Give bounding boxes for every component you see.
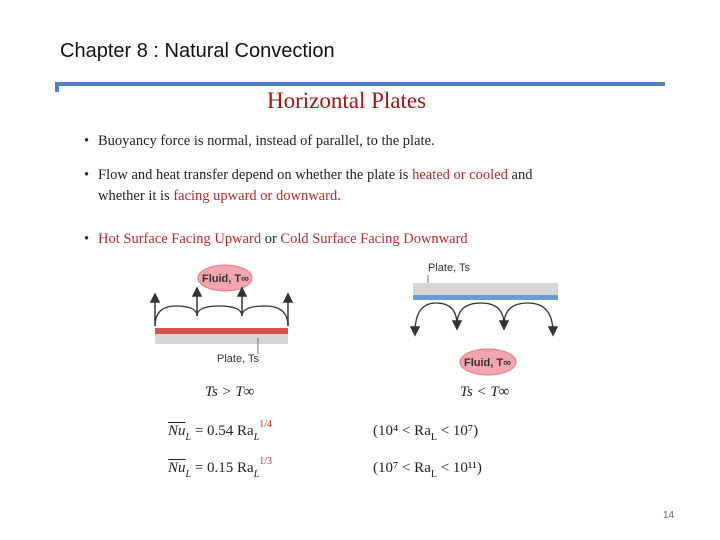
plate-base bbox=[413, 283, 558, 295]
condition-left: Ts > T∞ bbox=[205, 384, 255, 400]
header-divider-tick bbox=[55, 86, 59, 92]
bullet-2-line-1: Flow and heat transfer depend on whether the plate is heated or cooled and bbox=[98, 167, 533, 183]
convection-cells bbox=[155, 306, 288, 326]
bullet-1-text: Buoyancy force is normal, instead of parallel, to the plate. bbox=[98, 133, 435, 149]
hot-plate-upward-figure bbox=[148, 258, 298, 370]
bullet-2-line-2: whether it is facing upward or downward. bbox=[98, 188, 341, 204]
equation-2: $\overline{Nu}_L = 0.15$ $Ra_L^{1/3}$ bbox=[168, 456, 273, 480]
fluid-label: Fluid, T∞ bbox=[464, 357, 511, 369]
bullet-dot: • bbox=[84, 167, 90, 183]
bullet-dot: • bbox=[84, 231, 90, 247]
fluid-label: Fluid, T∞ bbox=[202, 273, 249, 285]
bullet-3-hot-surface: Hot Surface Facing Upward bbox=[98, 231, 262, 247]
plate-label: Plate, Ts bbox=[428, 262, 470, 274]
heated-plate bbox=[155, 328, 288, 334]
chapter-header: Chapter 8 : Natural Convection bbox=[60, 40, 335, 62]
bullet-2-highlight-facing: facing upward or downward. bbox=[173, 188, 341, 204]
bullet-dot: • bbox=[84, 133, 90, 149]
bullet-3-text: Hot Surface Facing Upward or Cold Surface Facing Downward bbox=[98, 231, 468, 247]
bullet-3-cold-surface: Cold Surface Facing Downward bbox=[280, 231, 468, 247]
bullet-2-highlight-heated: heated or cooled bbox=[412, 167, 508, 183]
header-divider bbox=[55, 82, 665, 86]
page-number: 14 bbox=[663, 510, 675, 521]
equation-1: $\overline{Nu}_L = 0.54$ $Ra_L^{1/4}$ bbox=[168, 419, 273, 443]
sinking-flow-arrows bbox=[411, 321, 557, 335]
convection-cells bbox=[415, 303, 553, 333]
plate-label: Plate, Ts bbox=[217, 353, 259, 365]
plate-base bbox=[155, 334, 288, 344]
cooled-plate bbox=[413, 295, 558, 300]
condition-right: Ts < T∞ bbox=[460, 384, 510, 400]
equation-1-range: $(10^4 < Ra_L < 10^7)$ bbox=[373, 423, 479, 443]
slide-title: Horizontal Plates bbox=[267, 88, 427, 113]
equation-2-range: $(10^7 < Ra_L < 10^{11})$ bbox=[373, 460, 482, 480]
cold-plate-downward-figure bbox=[408, 255, 568, 380]
